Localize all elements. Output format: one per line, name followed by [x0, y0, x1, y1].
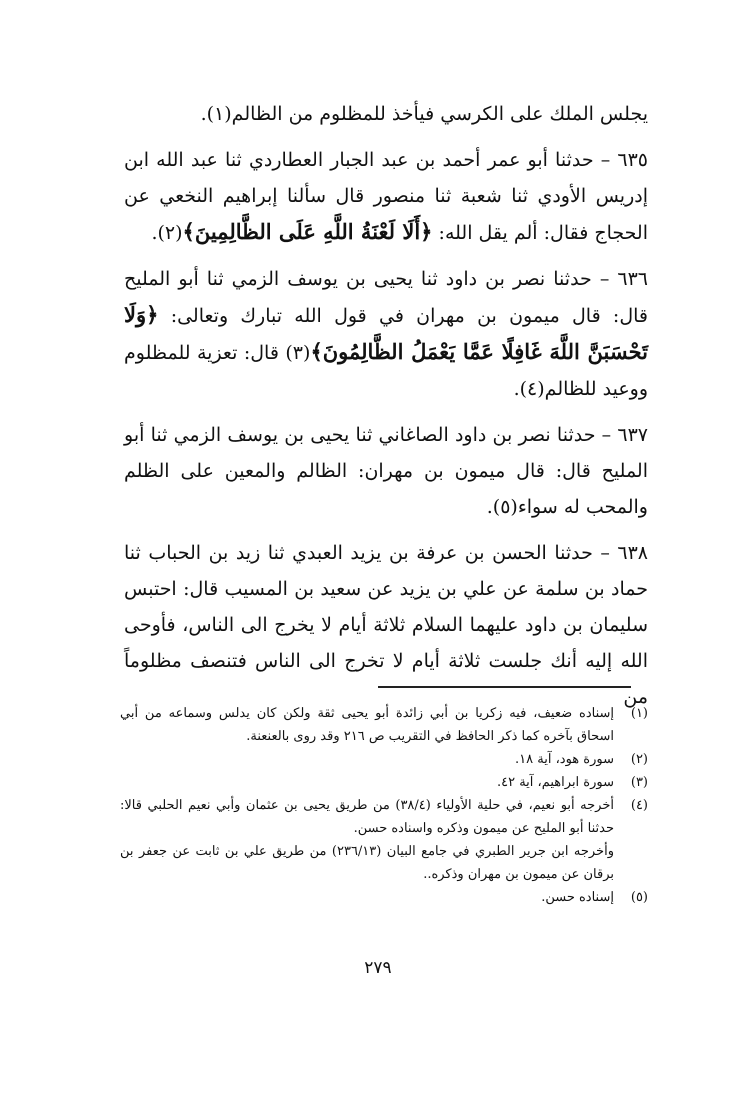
footnote-text: وأخرجه ابن جرير الطبري في جامع البيان (٢٣٦/١٣) من طريق علي بن ثابت عن جعفر بن برقان عن ميمون بن مهران وذكره..	[120, 844, 614, 882]
main-text	[124, 96, 648, 721]
footnotes	[120, 702, 648, 909]
footnote-number: (١)	[630, 706, 648, 721]
paragraph-continuation	[124, 96, 648, 132]
footnote-number: (٥)	[630, 890, 648, 905]
footnote-number: (٤)	[630, 798, 648, 813]
footnote-item	[120, 702, 648, 748]
paragraph-text: ٦٣٨ – حدثنا الحسن بن عرفة بن يزيد العبدي ثنا زيد بن الحباب ثنا حماد بن سلمة عن علي بن يزيد عن سعيد بن المسيب قال: احتبس سليمان بن داود عليهما السلام ثلاثة أيام لا يخرج الى الناس، فأوحى الله إليه أنك جلست ثلاثة أيام لا تخرج الى الناس فتنصف مظلوماً من	[124, 542, 648, 708]
quran-verse: ﴿وَلَا تَحْسَبَنَّ اللَّهَ غَافِلًا عَمَّا يَعْمَلُ الظَّالِمُونَ﴾	[124, 302, 648, 364]
paragraph-text: ٦٣٧ – حدثنا نصر بن داود الصاغاني ثنا يحيى بن يوسف الزمي ثنا أبو المليح قال: قال ميمون بن مهران: الظالم والمعين على الظلم والمحب له سواء(٥).	[124, 424, 648, 518]
footnote-item	[120, 771, 648, 794]
footnote-divider	[378, 686, 631, 688]
hadith-637	[124, 417, 648, 525]
paragraph-text: (٢).	[151, 222, 183, 244]
footnote-text: سورة هود، آية ١٨.	[515, 752, 614, 767]
hadith-636	[124, 261, 648, 407]
paragraph-text: ٦٣٥ – حدثنا أبو عمر أحمد بن عبد الجبار العطاردي ثنا عبد الله ابن إدريس الأودي ثنا شعبة ثنا منصور قال سألنا إبراهيم النخعي عن الحجاج فقال: ألم يقل الله:	[124, 149, 648, 244]
footnote-item	[120, 794, 648, 886]
footnote-item	[120, 748, 648, 771]
footnote-text: إسناده ضعيف، فيه زكريا بن أبي زائدة أبو يحيى ثقة ولكن كان يدلس وسماعه من أبي اسحاق بآخره كما ذكر الحافظ في التقريب ص ٢١٦ وقد روى بالعنعنة.	[120, 706, 614, 744]
footnote-item	[120, 886, 648, 909]
paragraph-text: ٦٣٦ – حدثنا نصر بن داود ثنا يحيى بن يوسف الزمي ثنا أبو المليح قال: قال ميمون بن مهران في قول الله تبارك وتعالى:	[124, 268, 648, 327]
hadith-638	[124, 535, 648, 715]
footnote-number: (٣)	[630, 775, 648, 790]
footnote-text: أخرجه أبو نعيم، في حلية الأولياء (٣٨/٤) من طريق يحيى بن عثمان وأبي نعيم الحلبي قالا: حدثنا أبو المليح عن ميمون وذكره واسناده حسن.	[120, 798, 614, 836]
hadith-635	[124, 142, 648, 251]
quran-verse: ﴿أَلَا لَعْنَةُ اللَّهِ عَلَى الظَّالِمِينَ﴾	[182, 219, 433, 244]
page-number: ٢٧٩	[364, 958, 392, 978]
footnote-text: إسناده حسن.	[541, 890, 614, 905]
footnote-number: (٢)	[630, 752, 648, 767]
paragraph-text: يجلس الملك على الكرسي فيأخذ للمظلوم من الظالم(١).	[200, 103, 648, 125]
paragraph-text: (٣) قال: تعزية للمظلوم ووعيد للظالم(٤).	[124, 342, 648, 400]
footnote-text: سورة ابراهيم، آية ٤٢.	[496, 775, 614, 790]
footnote-text-block	[120, 794, 614, 886]
